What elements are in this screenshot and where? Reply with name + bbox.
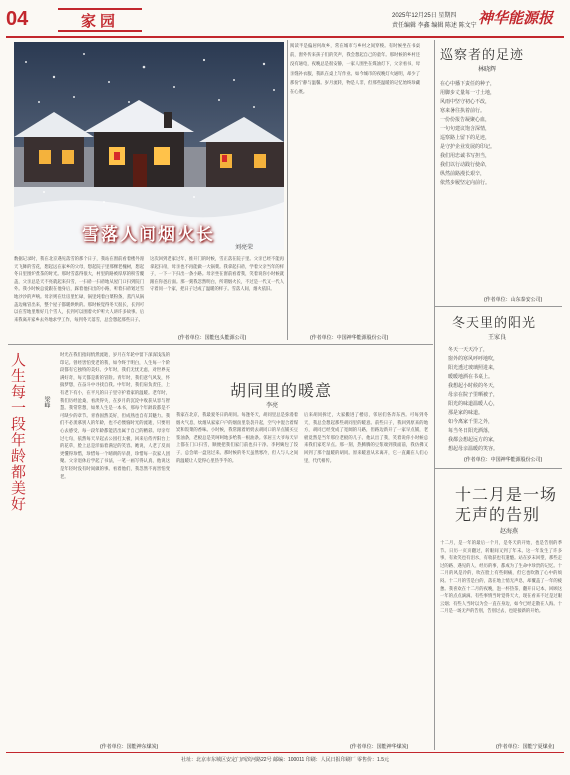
warmth-article-byline: 李亮 bbox=[266, 403, 279, 409]
poem-line: 依然步履坚定向前行。 bbox=[440, 180, 491, 186]
snow-article-signature: (作者单位：国能包头能源公司) bbox=[178, 335, 247, 341]
december-article-title-line1: 十二月是一场 bbox=[455, 485, 558, 504]
continued-article-text: 阅读半是偏居何故乡，常在城市与乡村之间穿梭。有时候坐在书桌前，窗外传来孩子们的笑声，我会想起自己的童年。那时候的乡村还没有通电，夜晚总是很安静，一家人围坐在煤油灯下，父亲看书，母亲缝补衣服，我趴在桌上写作业。如今城市的夜晚灯火通明，却少了那份宁静与温馨。岁月流转，物是人非，但那些温暖的记忆始终珍藏在心底。 bbox=[290, 44, 420, 96]
inspector-poem-lines bbox=[440, 80, 495, 188]
issue-date: 2025年12月25日 星期四 bbox=[392, 13, 457, 19]
winter-sun-byline: 王家良 bbox=[488, 335, 507, 341]
page-number: 04 bbox=[6, 8, 29, 30]
poem-line: 我们用忠诚书写担当， bbox=[440, 153, 491, 159]
life-article-text: 时光在我们指间悄然流逝，岁月在年轮中留下深深浅浅的印记。曾经害怕变老的我，如今终于明白，人生每一个阶段都有它独特的美好。少年时，我们无忧无虑，对世界充满好奇，每天都是新的冒险。青年时，我们意气风发，怀揣梦想，在奋斗中寻找自我。中年时，我们肩负责任，上有老下有小，在平凡的日子里守护着家的温暖。老年时，我们历经沧桑，看淡得失，在岁月的沉淀中收获从容与智慧。我常常想，如果人生是一本书，那每个年龄段都是不可缺少的章节。青春固然美好，但成熟也自有其魅力。我们不必羡慕别人的年龄，也不必懊恼时光的流逝，只要用心去感受，每一段年龄都能活出属于自己的精彩。母亲年过七旬，依然每天早起去公园打太极，回来后侍弄阳台上的花草，脸上总是洋溢着满足的笑容。她说，人老了反而更懂得珍惜，珍惜每一个晴朗的早晨，珍惜每一次家人团聚。父亲退休后学起了书法，一笔一画写得认真，他说这是年轻时没有时间做的事。看着他们，我忽然不再害怕变老。 bbox=[60, 353, 170, 480]
warmth-article-title: 胡同里的暖意 bbox=[230, 381, 333, 400]
poem-line: 我们以行动践行使命， bbox=[440, 162, 491, 168]
december-article-signature: (作者单位：国能宁夏煤业) bbox=[496, 744, 555, 750]
inspector-poem-title: 巡察者的足迹 bbox=[440, 48, 525, 63]
poem-line: 风雨中坚守初心不改， bbox=[440, 99, 491, 105]
column-divider bbox=[434, 40, 435, 750]
snow-article-byline: 刘亮荣 bbox=[235, 245, 254, 251]
footer-rule bbox=[6, 752, 564, 753]
poem-line: 巡察路上留下的足迹， bbox=[440, 135, 491, 141]
poem-line: 我都会想起远方的家， bbox=[448, 437, 499, 443]
winter-sun-signature: (作者单位：中国神华能源股份公司) bbox=[464, 457, 543, 463]
warmth-article-text-right: 后来胡同拆迁，大家搬进了楼房，邻居们各奔东西。可每到冬天，我总会想起那些胡同里的暖意。前些日子，我回到原来的地方，胡同已经变成了宽阔的马路，但路边新开了一家早点铺，老板竟然是当年那位老板的儿子。他认出了我，笑着说你小时候总来我们家吃早点。那一刻，热腾腾的豆浆端到我面前，我仿佛又回到了那个温暖的胡同。原来暖意从未离开，它一直藏在人们心里，代代相传。 bbox=[304, 413, 428, 464]
life-article-byline: 梁峰 bbox=[43, 396, 49, 408]
poem-line: 用脚步丈量每一寸土地， bbox=[440, 90, 496, 96]
poem-line: 寒来暑往执着前行。 bbox=[440, 108, 486, 114]
poem-line: 如今离家千里之外， bbox=[448, 419, 494, 425]
footer-info: 社址：北京市东城区安定门西滨河路22号 邮编：100011 印刷：人民日报印刷厂 零售价：1.5元 bbox=[181, 757, 389, 763]
life-article-vertical-title: 人生每一段年龄都美好 bbox=[9, 352, 27, 512]
snow-article-text-right: 这次回到老家过年，推开门的时候，雪正落在院子里。父亲已经不能再拿起扫帚，母亲也不再能做一大锅菜。我拿起扫帚，学着父亲当年的样子，一下一下扫出一条小路。母亲坐在窗前看着我，笑着说你小时候就跟在你爸后面。那一刻我忽然明白，所谓烟火长，不过是一代又一代人守着同一个家，把日子过成了温暖的样子。雪落人间，烟火依旧。 bbox=[150, 257, 284, 293]
life-article-signature: (作者单位：国能神东煤炭) bbox=[100, 744, 159, 750]
poem-line: 阳光透过玻璃照进来， bbox=[448, 365, 499, 371]
poem-line: 我想起小时候的冬天， bbox=[448, 383, 499, 389]
warmth-article-text-left: 我家在北京，我最爱冬日的胡同。每逢冬天，胡同里总是弥漫着烟火气息，炊烟从家家户户的烟囱里袅袅升起，空气中混合着煤炭和饭菜的香味。小时候，我常跟着奶奶去胡同口的早点铺买豆浆油条，老板总是笑呵呵地多给我一根油条。邻居王大爷每天早上都在门口扫雪，顺便把我们家门前也扫干净。李阿姨包了饺子，总会端一盘送过来。那时候的冬天虽然寒冷，但人与人之间的温暖让人觉得心里热乎乎的。 bbox=[176, 413, 298, 464]
poem-line: 是守护企业发展的印记。 bbox=[440, 144, 496, 150]
snow-article-text-left: 数据记录时，我在北京遇见落雪的那个日子，我站在窗前看着楼外漫天飞舞的雪花，想起远在家乡的父母，想起院子里那棵老槐树，想起冬日里围炉煮茶的时光。那时雪落得很大，村里的路被厚厚的积雪覆盖，父亲总是天不亮就起来扫雪，一扫帚一扫帚地从屋门口扫到院门外。我小时候总爱跟在他身后，踩着他扫出的小路，听着扫帚划过雪地沙沙的声响。母亲则在灶房里忙碌，锅里炖着白菜粉条，蒸汽从锅盖边缘冒出来，整个屋子都暖烘烘的。那时候觉得冬天很长，长到可以在雪地里堆好几个雪人，长到可以围着火炉听大人讲许多故事。后来我离开家乡去外地求学工作，每到冬天落雪，总会想起那些日子。 bbox=[14, 257, 144, 323]
poem-line: 阳光的味道温暖人心， bbox=[448, 401, 499, 407]
poem-line: 在心中播下责任的种子， bbox=[440, 81, 496, 87]
poem-line: 那是家的味道。 bbox=[448, 410, 484, 416]
column-divider bbox=[434, 468, 562, 469]
section-divider bbox=[8, 344, 433, 345]
poem-line: 冬天一天天冷了， bbox=[448, 347, 489, 353]
inspector-poem-signature: (作者单位：山东泰安公司) bbox=[484, 297, 543, 303]
poem-line: 每当冬日阳光洒落， bbox=[448, 428, 494, 434]
winter-sun-title: 冬天里的阳光 bbox=[452, 316, 537, 331]
snow-article-title: 雪落人间烟火长 bbox=[82, 225, 215, 245]
december-article-byline: 赵海燕 bbox=[500, 529, 519, 535]
poem-line: 母亲在院子里晒被子， bbox=[448, 392, 499, 398]
poem-line: 纵然前路漫长艰辛， bbox=[440, 171, 486, 177]
winter-sun-lines bbox=[448, 346, 498, 454]
warmth-article-signature: (作者单位：国能神华煤炭) bbox=[350, 744, 409, 750]
poem-line: 一句句建议饱含深情， bbox=[440, 126, 491, 132]
column-divider bbox=[434, 306, 562, 307]
editor-credits: 责任编辑 李鑫 编辑 陈述 陈文宁 bbox=[392, 23, 477, 29]
column-divider bbox=[287, 40, 288, 340]
header-rule bbox=[6, 36, 564, 38]
poem-line: 想起母亲温暖的笑容。 bbox=[448, 446, 499, 452]
december-article-text: 十二月，是一年的最后一个月，是冬天的开始，也是告别的季节。日历一页页翻过，转眼间又到了年末。这一年发生了许多事，有欢笑也有泪水，有收获也有遗憾。站在岁末回望，那些走过的路、遇见的人、经历的事，都成为了生命中珍贵的记忆。十二月的风是冷的，吹在脸上有些刺痛，但它也吹散了心中的烦闷。十二月的雪是白的，落在地上悄无声息，却覆盖了一年的疲惫。我喜欢在十二月的夜晚，泡一杯热茶，翻开日记本，回顾这一年的点点滴滴。有些事情当时觉得天大，现在看来不过是过眼云烟；有些人当时以为会一直在身边，如今已经走散在人海。十二月是一场无声的告别，告别过去，也迎接新的开始。 bbox=[440, 541, 562, 615]
poem-line: 一份份报告凝聚心血， bbox=[440, 117, 491, 123]
snow-scene-image bbox=[14, 42, 284, 250]
continued-article-signature: (作者单位：中国神华能源股份公司) bbox=[310, 335, 389, 341]
december-article-title-line2: 无声的告别 bbox=[455, 505, 541, 524]
section-title: 家园 bbox=[58, 8, 142, 32]
snow-village-illustration bbox=[14, 42, 284, 250]
poem-line: 窗外的寒风呼呼地吹， bbox=[448, 356, 499, 362]
newspaper-masthead: 神华能源报 bbox=[478, 9, 554, 27]
poem-line: 暖暖地洒在书桌上。 bbox=[448, 374, 494, 380]
inspector-poem-byline: 林晓辉 bbox=[478, 67, 497, 73]
